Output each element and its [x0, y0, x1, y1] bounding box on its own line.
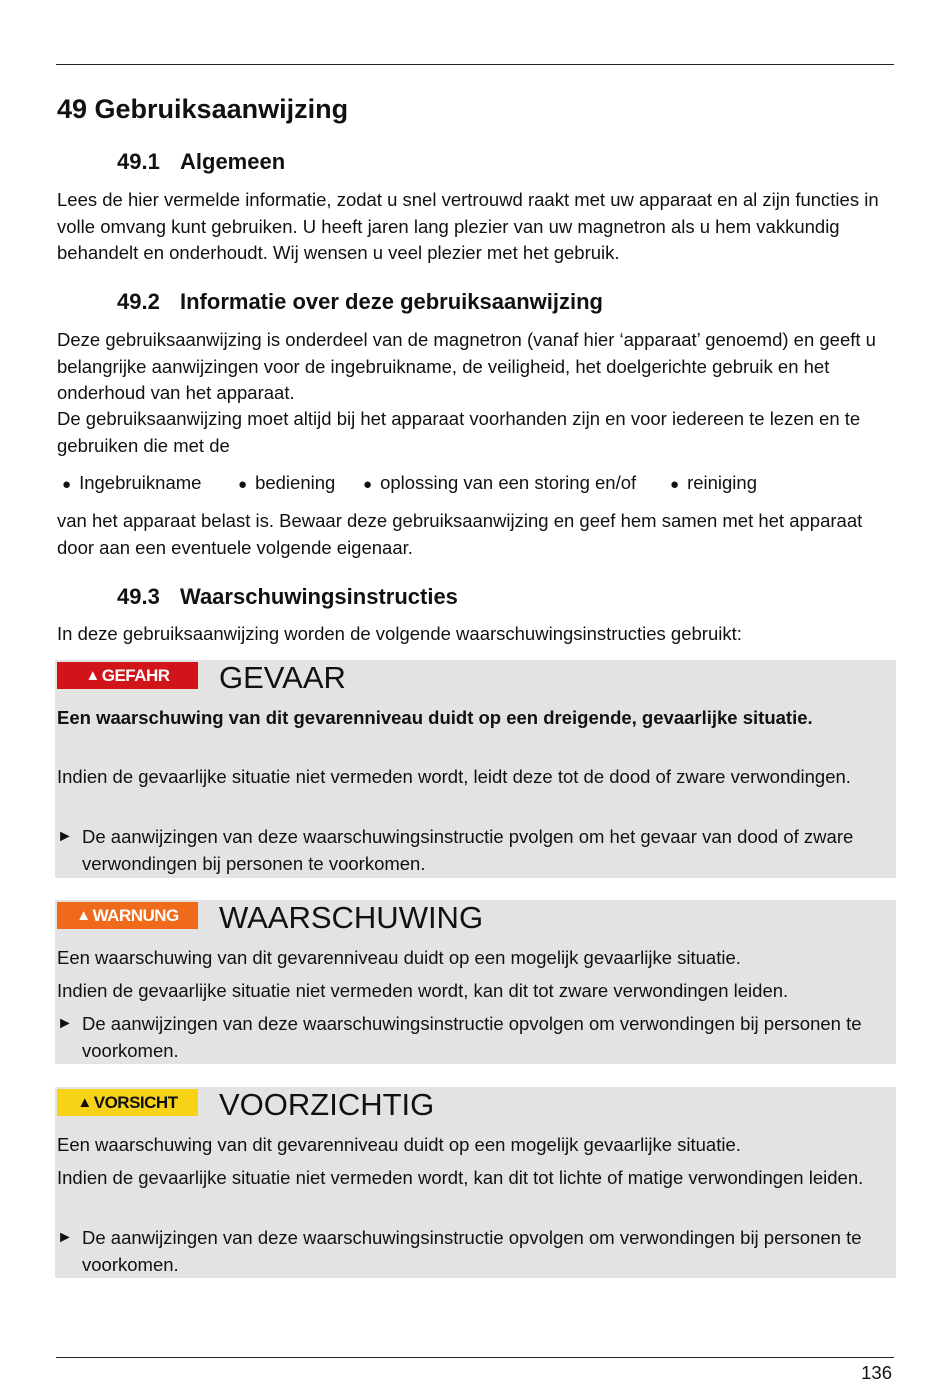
- warning-box-danger: [55, 660, 896, 878]
- warning-consequence: Indien de gevaarlijke situatie niet vermeden wordt, kan dit tot lichte of matige verwondingen leiden.: [57, 1167, 864, 1188]
- bullet-dot-icon: ●: [363, 476, 373, 493]
- warning-box-title: VOORZICHTIG: [219, 1087, 435, 1122]
- danger-badge: ▲ GEFAHR: [57, 662, 198, 689]
- warning-consequence: Indien de gevaarlijke situatie niet vermeden wordt, leidt deze tot de dood of zware verwondingen.: [57, 766, 851, 787]
- warning-triangle-icon: ▲: [77, 1094, 92, 1111]
- warning-box-title: WAARSCHUWING: [219, 900, 484, 935]
- section-heading-warnings: [117, 584, 458, 610]
- arrow-right-icon: ►: [57, 828, 73, 845]
- page-number: 136: [861, 1362, 892, 1383]
- caution-badge: ▲ VORSICHT: [57, 1089, 198, 1116]
- warning-lead: Een waarschuwing van dit gevarenniveau duidt op een mogelijk gevaarlijke situatie.: [57, 947, 741, 968]
- warning-lead: Een waarschuwing van dit gevarenniveau duidt op een dreigende, gevaarlijke situatie.: [57, 707, 813, 728]
- manual-info-paragraph-3: van het apparaat belast is. Bewaar deze gebruiksaanwijzing en geef hem samen met het apparaat door aan een eventuele volgende eigenaar.: [57, 510, 863, 558]
- warning-triangle-icon: ▲: [85, 667, 100, 684]
- warning-box-warning: [55, 900, 896, 1064]
- warning-lead: Een waarschuwing van dit gevarenniveau duidt op een mogelijk gevaarlijke situatie.: [57, 1134, 741, 1155]
- section-number: 49.3: [117, 584, 160, 609]
- warning-box-caution: [55, 1087, 896, 1278]
- bullet-dot-icon: ●: [238, 476, 248, 493]
- section-number: 49.1: [117, 149, 160, 174]
- warning-action: ► De aanwijzingen van deze waarschuwingsinstructie opvolgen om verwondingen bij personen te voorkomen.: [57, 1013, 862, 1061]
- warning-action: ► De aanwijzingen van deze waarschuwingsinstructie opvolgen om verwondingen bij personen te voorkomen.: [57, 1227, 862, 1275]
- header-rule: [56, 64, 894, 65]
- section-number: 49.2: [117, 289, 160, 314]
- section-heading-manual-info: [117, 289, 603, 315]
- bullet-list: [62, 472, 757, 494]
- arrow-right-icon: ►: [57, 1015, 73, 1032]
- section-title: Informatie over deze gebruiksaanwijzing: [180, 289, 603, 314]
- section-title: Waarschuwingsinstructies: [180, 584, 458, 609]
- warning-action: ► De aanwijzingen van deze waarschuwingsinstructie pvolgen om het gevaar van dood of zware verwondingen bij personen te voorkomen.: [57, 826, 854, 874]
- list-item: ● reiniging: [670, 472, 757, 493]
- bullet-dot-icon: ●: [62, 476, 72, 493]
- warning-consequence: Indien de gevaarlijke situatie niet vermeden wordt, kan dit tot zware verwondingen leiden.: [57, 980, 789, 1001]
- manual-info-paragraph-1: Deze gebruiksaanwijzing is onderdeel van de magnetron (vanaf hier ‘apparaat’ genoemd) en geeft u belangrijke aanwijzingen voor de ingebruikname, de veiligheid, het doelgerichte gebruik en het onderhoud van het apparaat.: [57, 329, 876, 403]
- warning-triangle-icon: ▲: [76, 907, 91, 924]
- list-item: ● bediening: [238, 472, 336, 493]
- footer-rule: [56, 1357, 894, 1358]
- warning-box-title: GEVAAR: [219, 660, 346, 695]
- section-heading-general: [117, 149, 285, 175]
- section-title: Algemeen: [180, 149, 286, 174]
- manual-info-paragraph-2: De gebruiksaanwijzing moet altijd bij het apparaat voorhanden zijn en voor iedereen te lezen en te gebruiken die met de: [57, 408, 861, 456]
- chapter-title: 49 Gebruiksaanwijzing: [57, 94, 349, 124]
- arrow-right-icon: ►: [57, 1229, 73, 1246]
- general-paragraph: Lees de hier vermelde informatie, zodat u snel vertrouwd raakt met uw apparaat en al zijn functies in volle omvang kunt gebruiken. U heeft jaren lang plezier van uw magnetron als u hem vakkundig behandelt en onderhoudt. Wij wensen u veel plezier met het gebruik.: [57, 189, 879, 263]
- warning-badge: ▲ WARNUNG: [57, 902, 198, 929]
- list-item: ● oplossing van een storing en/of: [363, 472, 637, 493]
- warnings-intro: In deze gebruiksaanwijzing worden de volgende waarschuwingsinstructies gebruikt:: [57, 623, 742, 644]
- list-item: ● Ingebruikname: [62, 472, 202, 493]
- bullet-dot-icon: ●: [670, 476, 680, 493]
